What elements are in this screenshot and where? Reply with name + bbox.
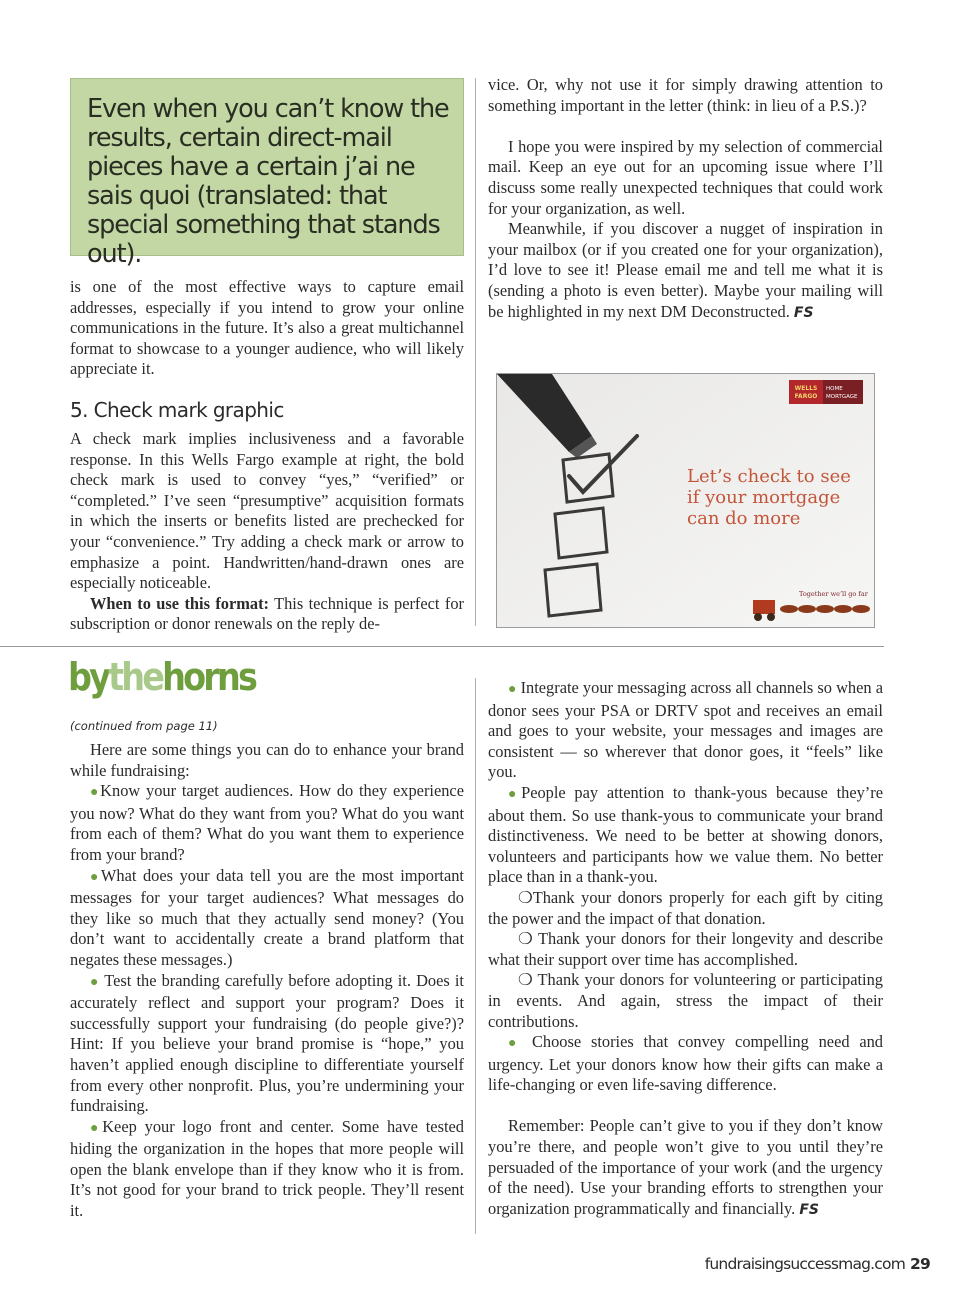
bullet-icon: ● bbox=[90, 869, 101, 885]
bullet-icon: ● bbox=[90, 974, 100, 990]
page-number: 29 bbox=[910, 1255, 930, 1273]
wells-fargo-mailer-photo bbox=[496, 373, 875, 628]
logo-text: WELLS bbox=[794, 385, 818, 392]
fs-end-mark: FS bbox=[793, 304, 814, 321]
bullet-icon: ● bbox=[508, 1036, 523, 1052]
footer-site: fundraisingsuccessmag.com bbox=[704, 1255, 906, 1273]
sub-bullet-icon: ❍ bbox=[518, 929, 533, 949]
section-divider bbox=[0, 646, 884, 647]
logo-text: FARGO bbox=[794, 393, 818, 400]
column-divider bbox=[475, 678, 476, 1234]
column-left-text bbox=[70, 740, 464, 1222]
mailer-headline: can do more bbox=[687, 508, 801, 529]
page-footer bbox=[705, 1255, 930, 1273]
mailer-headline: if your mortgage bbox=[687, 487, 841, 508]
body-paragraph: vice. Or, why not use it for simply drawing attention to something important in the letter (think: in lieu of a P.S.)? bbox=[488, 75, 883, 115]
body-paragraph: Here are some things you can do to enhance your brand while fundraising: bbox=[70, 740, 464, 780]
bullet-icon: ● bbox=[508, 682, 517, 697]
section-heading: 5. Check mark graphic bbox=[70, 398, 284, 422]
column-right-text bbox=[488, 678, 883, 1220]
pull-quote-text: Even when you can’t know the results, certain direct-mail pieces have a certain j’ai ne sais quoi (translated: that special something that stands out). bbox=[87, 94, 449, 269]
by-the-horns-logo: bythehorns bbox=[68, 655, 256, 699]
sub-list-item: ❍ Thank your donors for their longevity and describe what their support over time has accomplished. bbox=[488, 929, 883, 969]
sub-list-item: ❍Thank your donors properly for each gift by citing the power and the impact of that donation. bbox=[488, 887, 883, 928]
wells-fargo-logo bbox=[789, 380, 823, 404]
article-right-column bbox=[488, 75, 883, 323]
mailer-illustration bbox=[497, 374, 875, 628]
list-item: ● Integrate your messaging across all channels so when a donor sees your PSA or DRTV spot and receives an email and goes to your website, your messages and images are consistent — so wherever that donor goes, it “feels” like you. bbox=[488, 678, 883, 782]
article-left-section bbox=[70, 429, 464, 635]
continued-note: (continued from page 11) bbox=[70, 719, 218, 733]
body-paragraph: I hope you were inspired by my selection of commercial mail. Keep an eye out for an upcoming issue where I’ll discuss some really unexpected techniques that could work for your organization, as well. bbox=[488, 136, 883, 218]
sub-bullet-icon: ❍ bbox=[518, 887, 533, 907]
article-left-intro bbox=[70, 277, 464, 380]
pull-quote-box bbox=[70, 78, 464, 269]
bullet-icon: ● bbox=[90, 1120, 103, 1136]
mailer-tagline: Together we’ll go far bbox=[799, 590, 868, 598]
body-paragraph: When to use this format: This technique is perfect for subscription or donor renewals on the reply de- bbox=[70, 593, 464, 634]
list-item: ●Keep your logo front and center. Some have tested hiding the organization in the hopes that more people will open the blank envelope than if they know who it is from. It’s not good for your brand to trick people. They’ll resent it. bbox=[70, 1116, 464, 1221]
list-item: ● Choose stories that convey compelling need and urgency. Let your donors know how their gifts can make a life-changing or even life-saving difference. bbox=[488, 1032, 883, 1095]
body-paragraph: Remember: People can’t give to you if they don’t know you’re there, and people won’t give to you until they’re persuaded of the importance of your work (and the urgency of the need). Use your branding efforts to strengthen your organization programmatically and financially. FS bbox=[488, 1116, 883, 1218]
sub-list-item: ❍ Thank your donors for volunteering or participating in events. And again, stress the impact of their contributions. bbox=[488, 970, 883, 1031]
list-item: ●What does your data tell you are the most important messages for your target audiences? What messages do they like so much that they actually send money? (You don’t want to accidentally create a brand platform that negates these messages.) bbox=[70, 865, 464, 969]
body-paragraph: is one of the most effective ways to capture email addresses, especially if you intend to grow your online communications in the future. It’s also a great multichannel format to showcase to a younger audience, who will likely appreciate it. bbox=[70, 277, 464, 379]
bullet-icon: ● bbox=[508, 786, 522, 802]
logo-text: MORTGAGE bbox=[826, 394, 858, 400]
logo-text: HOME bbox=[826, 386, 843, 392]
list-item: ●Know your target audiences. How do they experience you now? What do they want from you? What do you want from each of them? What do you want them to experience from your brand? bbox=[70, 781, 464, 864]
body-paragraph: A check mark implies inclusiveness and a favorable response. In this Wells Fargo example at right, the bold check mark is used to convey “yes,” “verified” or “completed.” I’ve seen “presumptive” acquisition formats in which the inserts or benefits listed are prechecked for your “convenience.” Try adding a check mark or arrow to emphasize a point. Handwritten/hand-drawn ones are especially noticeable. bbox=[70, 429, 464, 593]
sub-bullet-icon: ❍ bbox=[518, 970, 533, 990]
bullet-icon: ● bbox=[90, 785, 101, 801]
when-to-use-label: When to use this format: bbox=[90, 593, 270, 613]
fs-end-mark: FS bbox=[799, 1201, 819, 1218]
column-divider bbox=[475, 78, 476, 626]
list-item: ●People pay attention to thank-yous because they’re about them. So use thank-yous to communicate your brand distinctiveness. We need to be better at showing donors, volunteers and participants how we value them. No better place than in a thank-you. bbox=[488, 782, 883, 887]
mailer-headline: Let’s check to see bbox=[687, 466, 851, 487]
body-paragraph: Meanwhile, if you discover a nugget of inspiration in your mailbox (or if you created one for your organization), I’d love to see it! Please email me and tell me what it is (sending a photo is even better). Maybe your mailing will be highlighted in my next DM Deconstructed. FS bbox=[488, 219, 883, 321]
list-item: ● Test the branding carefully before adopting it. Does it accurately reflect and support your program? Does it successfully support your fundraising (do people give?)? Hint: If you believe your brand promise is “hope,” you haven’t applied enough discipline to differentiate yourself from every other nonprofit. Plus, you’re undermining your fundraising. bbox=[70, 970, 464, 1116]
